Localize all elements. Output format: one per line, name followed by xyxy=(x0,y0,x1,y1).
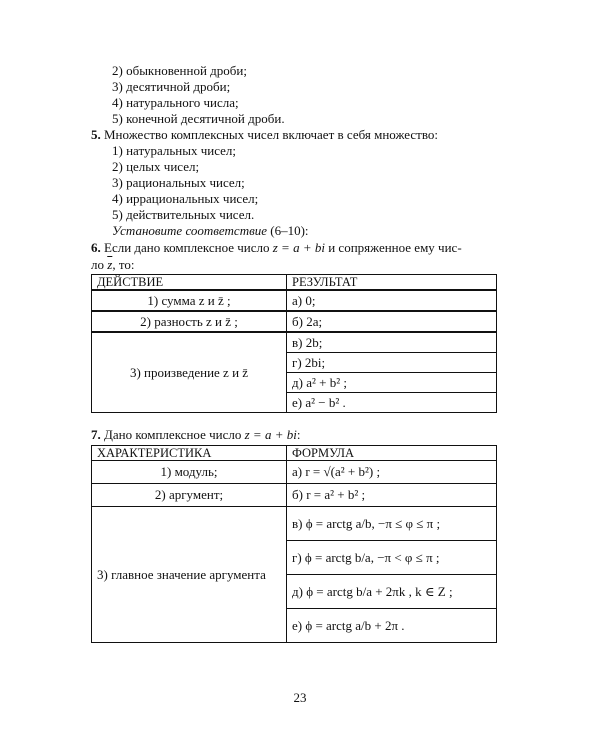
table-cell: д) a² + b² ; xyxy=(287,373,497,393)
question-6-line-2 xyxy=(91,257,496,274)
formula: z = a + bi xyxy=(244,427,297,442)
question-6-line-1 xyxy=(91,240,496,257)
question-7 xyxy=(91,427,496,443)
table-cell: 2) разность z и z̄ ; xyxy=(92,311,287,332)
list-item: 3) десятичной дроби; xyxy=(112,79,231,94)
question-text: Дано комплексное число xyxy=(104,427,242,442)
punctuation: : xyxy=(296,427,301,442)
table-cell: б) r = a² + b² ; xyxy=(287,484,497,507)
table-cell: г) 2bi; xyxy=(287,353,497,373)
table-cell: 3) произведение z и z̄ xyxy=(92,332,287,413)
list-item: 3) рациональных чисел; xyxy=(112,175,245,190)
table-row xyxy=(92,461,497,484)
question-5 xyxy=(91,127,496,143)
question-number: 5. xyxy=(91,127,101,142)
instruction-range: (6–10): xyxy=(270,223,309,238)
list-item: 2) обыкновенной дроби; xyxy=(112,63,247,78)
question-6 xyxy=(91,240,496,274)
table-header: ФОРМУЛА xyxy=(287,446,497,461)
table-cell: а) r = √(a² + b²) ; xyxy=(287,461,497,484)
list-item: 4) иррациональных чисел; xyxy=(112,191,259,206)
table-row xyxy=(92,332,497,353)
table-cell: в) ϕ = arctg a/b, −π ≤ φ ≤ π ; xyxy=(287,507,497,541)
table-cell: 1) модуль; xyxy=(92,461,287,484)
table-cell: 1) сумма z и z̄ ; xyxy=(92,290,287,311)
question-text: Множество комплексных чисел включает в себя множество: xyxy=(104,127,438,142)
table-cell: 2) аргумент; xyxy=(92,484,287,507)
question-number: 6. xyxy=(91,240,101,255)
table-cell: 3) главное значение аргумента xyxy=(92,507,287,643)
table-cell: в) 2b; xyxy=(287,332,497,353)
conjugate-symbol: $\overline{z}$ xyxy=(107,257,113,272)
matching-table-6 xyxy=(91,274,497,413)
list-item: 5) конечной десятичной дроби. xyxy=(112,111,285,126)
question-text: и сопряженное ему чис- xyxy=(328,240,462,255)
question-text: ло xyxy=(91,257,104,272)
table-header: РЕЗУЛЬТАТ xyxy=(287,275,497,291)
list-item: 1) натуральных чисел; xyxy=(112,143,237,158)
matching-table-7 xyxy=(91,445,497,643)
instruction-text: Установите соответствие xyxy=(112,223,267,238)
question-number: 7. xyxy=(91,427,101,442)
table-cell: а) 0; xyxy=(287,290,497,311)
table-row xyxy=(92,484,497,507)
table-row xyxy=(92,507,497,541)
table-cell: г) ϕ = arctg b/a, −π < φ ≤ π ; xyxy=(287,541,497,575)
question-text: Если дано комплексное число xyxy=(104,240,270,255)
list-item: 2) целых чисел; xyxy=(112,159,200,174)
table-cell: б) 2a; xyxy=(287,311,497,332)
table-cell: е) ϕ = arctg a/b + 2π . xyxy=(287,609,497,643)
question-text: , то: xyxy=(112,257,135,272)
table-cell: д) ϕ = arctg b/a + 2πk , k ∈ Z ; xyxy=(287,575,497,609)
table-header: ДЕЙСТВИЕ xyxy=(92,275,287,291)
table-header: ХАРАКТЕРИСТИКА xyxy=(92,446,287,461)
table-row xyxy=(92,290,497,311)
list-item: 4) натурального числа; xyxy=(112,95,239,110)
table-cell: е) a² − b² . xyxy=(287,393,497,413)
table-row xyxy=(92,311,497,332)
page-content xyxy=(91,63,496,643)
formula: z = a + bi xyxy=(272,240,325,255)
instruction xyxy=(91,223,496,239)
list-item: 5) действительных чисел. xyxy=(112,207,255,222)
page-number: 23 xyxy=(293,690,307,705)
